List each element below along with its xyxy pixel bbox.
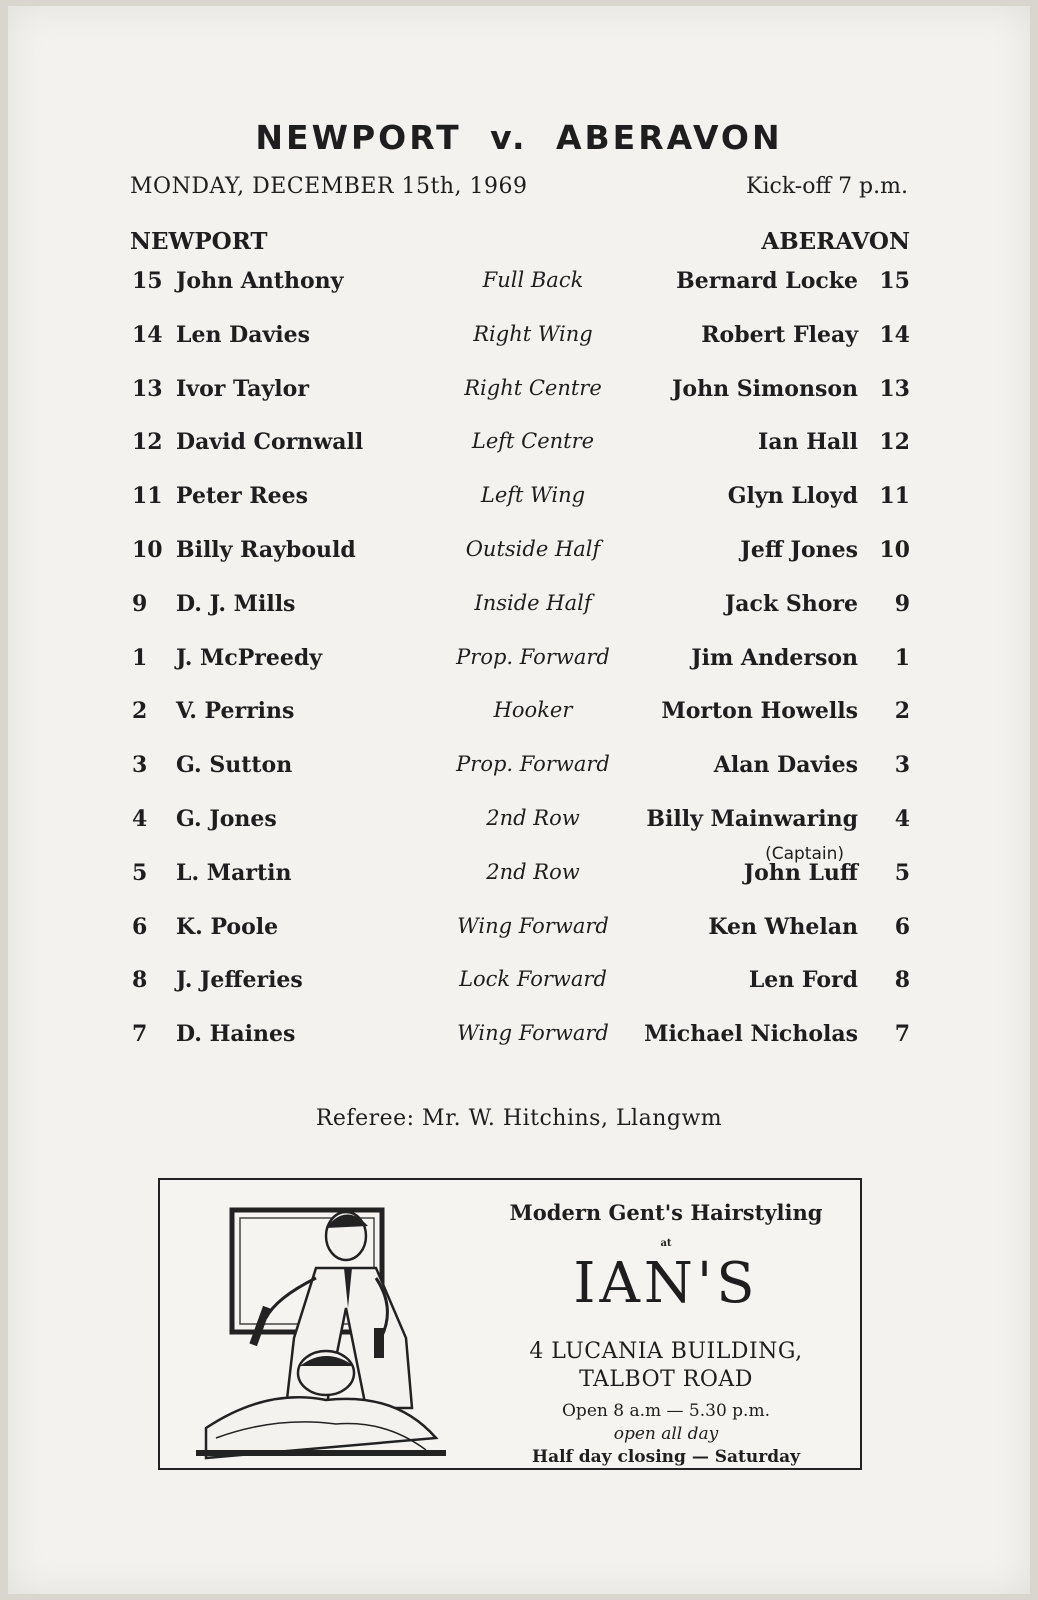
home-player-name: V. Perrins (176, 698, 295, 725)
home-team-heading: NEWPORT (130, 228, 268, 255)
away-player-number: 9 (894, 590, 910, 617)
lineup-row (8, 376, 1030, 416)
player-position: Left Wing (480, 483, 586, 508)
away-player-number: 1 (894, 644, 910, 671)
lineup-row (8, 322, 1030, 362)
lineup-row (8, 537, 1030, 577)
home-player-name: J. Jefferies (176, 967, 303, 994)
away-player-number: 2 (894, 698, 910, 725)
advert-at: at (660, 1238, 672, 1249)
lineup-row (8, 483, 1030, 523)
advert-headline: Modern Gent's Hairstyling (509, 1200, 823, 1225)
away-player-name: Bernard Locke (676, 268, 858, 294)
home-player-number: 15 (132, 268, 163, 294)
home-player-number: 9 (132, 590, 148, 617)
player-position: Inside Half (474, 590, 592, 615)
away-player-number: 3 (894, 752, 910, 779)
lineup-row (8, 752, 1030, 792)
away-player-number: 4 (894, 806, 910, 832)
player-position: Outside Half (465, 537, 601, 561)
lineup-row (8, 429, 1030, 469)
away-player-number: 6 (894, 913, 910, 940)
kickoff-time: Kick-off 7 p.m. (746, 174, 908, 199)
home-player-name: Len Davies (176, 321, 310, 348)
away-player-name: Glyn Lloyd (727, 483, 858, 510)
away-player-name: John Luff (743, 859, 858, 886)
home-player-number: 7 (132, 1021, 148, 1048)
player-position: Wing Forward (457, 913, 609, 938)
home-player-name: David Cornwall (176, 429, 364, 456)
player-position: Full Back (482, 268, 584, 292)
away-player-number: 14 (879, 321, 910, 348)
home-player-number: 1 (132, 644, 148, 671)
home-player-name: D. J. Mills (176, 590, 296, 617)
away-player-name: Robert Fleay (701, 321, 858, 348)
advert-hours (490, 1400, 842, 1469)
away-player-name: Alan Davies (713, 752, 858, 779)
away-player-number: 12 (879, 429, 910, 456)
home-player-number: 14 (132, 321, 163, 348)
match-title: NEWPORT v. ABERAVON (255, 118, 783, 157)
home-player-number: 13 (132, 375, 163, 402)
lineup-row (8, 914, 1030, 954)
away-player-name: Len Ford (748, 967, 858, 994)
open-all-day: open all day (613, 1424, 719, 1444)
away-player-name: Michael Nicholas (644, 1021, 858, 1048)
lineup-row (8, 806, 1030, 846)
away-player-name: Ian Hall (758, 429, 858, 456)
lineup-row (8, 591, 1030, 631)
home-player-name: Peter Rees (176, 483, 309, 510)
home-player-number: 3 (132, 752, 148, 779)
home-player-name: Ivor Taylor (176, 375, 309, 402)
hairstyling-advert (158, 1178, 862, 1470)
player-position: Lock Forward (459, 967, 607, 992)
lineup-row (8, 698, 1030, 738)
lineup-row (8, 860, 1030, 900)
away-player-name: Jeff Jones (740, 537, 858, 563)
player-position: 2nd Row (486, 859, 580, 884)
player-position: Hooker (493, 698, 573, 723)
barber-illustration-icon (176, 1188, 456, 1464)
home-player-number: 4 (132, 806, 148, 832)
address-line-1: 4 LUCANIA BUILDING, (529, 1339, 803, 1364)
home-player-number: 12 (132, 429, 163, 456)
referee-line: Referee: Mr. W. Hitchins, Llangwm (315, 1106, 723, 1131)
lineup-row (8, 645, 1030, 685)
away-player-name: Morton Howells (661, 698, 858, 725)
programme-page (8, 6, 1030, 1594)
advert-brand: IAN'S (573, 1251, 759, 1316)
captain-note: (Captain) (765, 844, 844, 864)
home-player-name: G. Sutton (176, 752, 293, 779)
home-player-number: 11 (132, 483, 163, 510)
lineup-row (8, 967, 1030, 1007)
match-date: MONDAY, DECEMBER 15th, 1969 (130, 174, 528, 199)
away-player-name: Jim Anderson (691, 644, 858, 671)
home-player-number: 2 (132, 698, 148, 725)
home-player-number: 10 (132, 537, 163, 563)
home-player-name: J. McPreedy (176, 644, 323, 671)
away-player-number: 15 (879, 268, 910, 294)
home-player-name: K. Poole (176, 913, 279, 940)
away-player-number: 7 (894, 1021, 910, 1048)
away-player-name: Billy Mainwaring (646, 806, 858, 832)
home-player-number: 5 (132, 859, 148, 886)
away-player-name: Jack Shore (724, 590, 858, 617)
away-player-number: 11 (879, 483, 910, 510)
home-player-number: 8 (132, 967, 148, 994)
away-player-name: Ken Whelan (708, 913, 858, 940)
away-player-number: 8 (894, 967, 910, 994)
away-player-number: 5 (894, 859, 910, 886)
player-position: Prop. Forward (456, 644, 610, 669)
home-player-name: John Anthony (176, 268, 344, 294)
player-position: Right Wing (473, 321, 593, 346)
home-player-name: G. Jones (176, 806, 277, 832)
lineup-row (8, 1021, 1030, 1061)
player-position: Left Centre (471, 429, 595, 454)
away-player-number: 13 (879, 375, 910, 402)
address-line-2: TALBOT ROAD (579, 1367, 753, 1392)
player-position: Prop. Forward (456, 752, 610, 777)
away-player-name: John Simonson (672, 375, 858, 402)
player-position: Wing Forward (457, 1021, 609, 1046)
opening-hours: Open 8 a.m — 5.30 p.m. (562, 1401, 770, 1421)
player-position: Right Centre (464, 375, 602, 400)
home-player-number: 6 (132, 913, 148, 940)
home-player-name: D. Haines (176, 1021, 296, 1048)
home-player-name: L. Martin (176, 859, 292, 886)
half-day-closing: Half day closing — Saturday (532, 1447, 800, 1467)
advert-address (490, 1338, 842, 1394)
home-player-name: Billy Raybould (176, 537, 356, 563)
player-position: 2nd Row (486, 806, 580, 830)
lineup-row (8, 268, 1030, 308)
away-player-number: 10 (879, 537, 910, 563)
away-team-heading: ABERAVON (761, 228, 910, 255)
